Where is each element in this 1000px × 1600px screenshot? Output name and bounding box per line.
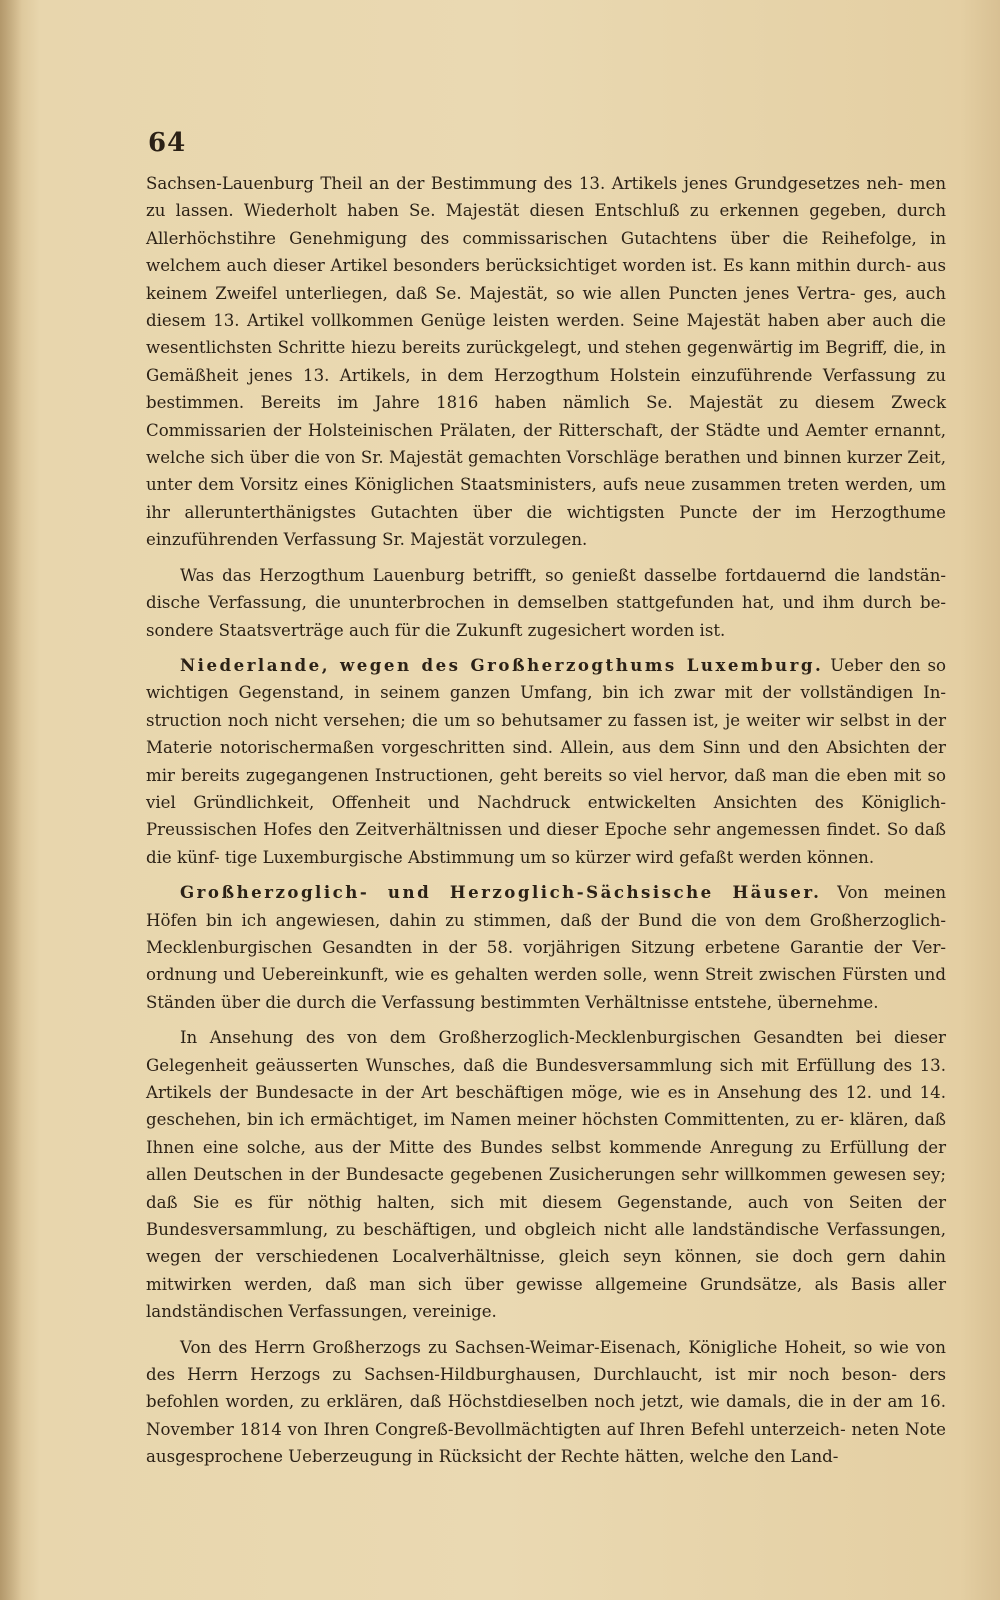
paragraph-2 — [146, 562, 946, 644]
text-line: gewesen sey; daß Sie es für nöthig halten, sich mit diesem Gegenstande, auch von Seiten — [146, 1165, 946, 1212]
text-line: ernannt, welche sich über die von Sr. Majestät gemachten Vorschläge berathen und binnen — [146, 420, 946, 468]
text-line: Herzogthume einzuführenden Verfassung Sr. Majestät vorzulegen. — [146, 502, 946, 550]
text-line: werden, daß man sich über gewisse allgemeine Grundsätze, als Basis aller landständischen — [146, 1274, 947, 1322]
text-line: in welchem auch dieser Artikel besonders berücksichtiget worden ist. Es kann mithin durch- — [146, 228, 947, 276]
paragraph-4 — [146, 879, 946, 1016]
text-line: Mecklenburgischen Gesandten in der 58. vorjährigen Sitzung erbetene Garantie der Ver- — [146, 937, 946, 957]
text-line: 13. Artikels der Bundesacte in der Art beschäftigen möge, wie es in Ansehung des 12. — [146, 1055, 946, 1102]
text-line: kurzer Zeit, unter dem Vorsitz eines Königlichen Staatsministers, aufs neue zusammen — [146, 448, 946, 495]
text-line: klären, daß Ihnen eine solche, aus der Mitte des Bundes selbst kommende Anregung zu — [146, 1110, 947, 1157]
paragraph-3 — [146, 652, 946, 871]
text-line: struction noch nicht versehen; die um so behutsamer zu fassen ist, je weiter wir selbst in der — [146, 710, 946, 730]
text-line: wegen der verschiedenen Localverhältnisse, gleich seyn können, sie doch gern dahin mitwirken — [146, 1247, 946, 1294]
section-heading: Großherzoglich- und Herzoglich-Sächsische Häuser. — [180, 882, 822, 903]
text-line: Hofes den Zeitverhältnissen und dieser Epoche sehr angemessen findet. So daß die künf- — [146, 820, 946, 867]
paragraph-1 — [146, 170, 946, 554]
section-heading: Niederlande, wegen des Großherzogthums Luxemburg. — [180, 654, 824, 675]
text-line: der Bundesversammlung, zu beschäftigen, und obgleich nicht alle landständische Verfassungen, — [146, 1192, 946, 1240]
text-line: treten werden, um ihr allerunterthänigstes Gutachten über die wichtigsten Puncte der im — [146, 475, 946, 522]
text-line: aber auch die wesentlichsten Schritte hiezu bereits zurückgelegt, und stehen gegenwärtig im — [146, 311, 946, 358]
text-line: men zu lassen. Wiederholt haben Se. Majestät diesen Entschluß zu erkennen gegeben, — [146, 174, 947, 221]
text-line: Verfassungen, vereinige. — [288, 1302, 497, 1322]
text-line: aus keinem Zweifel unterliegen, daß Se. Majestät, so wie allen Puncten jenes Vertra- — [146, 256, 946, 303]
body-text — [146, 170, 946, 1471]
text-line: Von des Herrn Großherzogs zu Sachsen-Weimar-Eisenach, Königliche Hoheit, so — [180, 1337, 873, 1357]
text-line: und 14. geschehen, bin ich ermächtiget, im Namen meiner höchsten Committenten, zu er- — [146, 1083, 946, 1130]
text-line: dische Verfassung, die ununterbrochen in demselben stattgefunden hat, und ihm durch be- — [146, 593, 946, 613]
text-line: Höfen bin ich angewiesen, dahin zu stimmen, daß der Bund die von dem Großherzoglich- — [146, 910, 946, 930]
text-line: sondere Staatsverträge auch für die Zukunft zugesichert worden ist. — [146, 620, 726, 640]
text-line: Sachsen-Lauenburg Theil an der Bestimmung des 13. Artikels jenes Grundgesetzes neh- — [146, 174, 904, 193]
text-line: durch Allerhöchstihre Genehmigung des commissarischen Gutachtens über die Reihefolge, — [146, 201, 947, 248]
text-line: ders befohlen worden, zu erklären, daß Höchstdieselben noch jetzt, wie damals, die in der — [146, 1365, 946, 1412]
text-line: Begriff, die, in Gemäßheit jenes 13. Artikels, in dem Herzogthum Holstein einzuführende — [146, 338, 946, 385]
text-line: Zweck Commissarien der Holsteinischen Prälaten, der Ritterschaft, der Städte und Aemter — [146, 393, 946, 440]
paragraph-6 — [146, 1334, 946, 1471]
text-line: wie von des Herrn Herzogs zu Sachsen-Hildburghausen, Durchlaucht, ist mir noch beson- — [146, 1337, 946, 1385]
text-line: ges, auch diesem 13. Artikel vollkommen Genüge leisten werden. Seine Majestät haben — [146, 283, 946, 331]
text-line: Erfüllung der allen Deutschen in der Bundesacte gegebenen Zusicherungen sehr willkommen — [146, 1137, 947, 1185]
gutter-shadow — [0, 0, 22, 1600]
text-line: tige Luxemburgische Abstimmung um so kürzer wird gefaßt werden können. — [224, 847, 875, 867]
text-line: Ueber den so — [830, 655, 947, 675]
text-line: Verfassung zu bestimmen. Bereits im Jahre 1816 haben nämlich Se. Majestät zu diesem — [146, 365, 946, 413]
page-number: 64 — [148, 128, 187, 158]
text-line: und Ständen über die durch die Verfassung bestimmten Verhältnisse entstehe, übernehme. — [146, 965, 946, 1012]
text-line: Von meinen — [837, 883, 947, 903]
text-line: In Ansehung des von dem Großherzoglich-Mecklenburgischen Gesandten bei dieser — [180, 1028, 946, 1048]
text-line: Was das Herzogthum Lauenburg betrifft, so genießt dasselbe fortdauernd die landstän- — [180, 565, 946, 585]
paragraph-5 — [146, 1024, 946, 1325]
text-line: Gelegenheit geäusserten Wunsches, daß die Bundesversammlung sich mit Erfüllung des — [146, 1055, 913, 1075]
text-line: ordnung und Uebereinkunft, wie es gehalten werden solle, wenn Streit zwischen Fürsten — [146, 965, 908, 985]
text-line: neten Note ausgesprochene Ueberzeugung in Rücksicht der Rechte hätten, welche den Land- — [146, 1419, 946, 1467]
text-line: wichtigen Gegenstand, in seinem ganzen Umfang, bin ich zwar mit der vollständigen In- — [146, 683, 946, 703]
text-line: Materie notorischermaßen vorgeschritten sind. Allein, aus dem Sinn und den Absichten der — [146, 738, 946, 758]
text-line: viel Gründlichkeit, Offenheit und Nachdruck entwickelten Ansichten des Königlich-Preussischen — [146, 792, 946, 840]
text-line: mir bereits zugegangenen Instructionen, geht bereits so viel hervor, daß man die eben mit so — [146, 765, 946, 785]
text-line: am 16. November 1814 von Ihren Congreß-Bevollmächtigten auf Ihren Befehl unterzeich- — [146, 1392, 947, 1439]
